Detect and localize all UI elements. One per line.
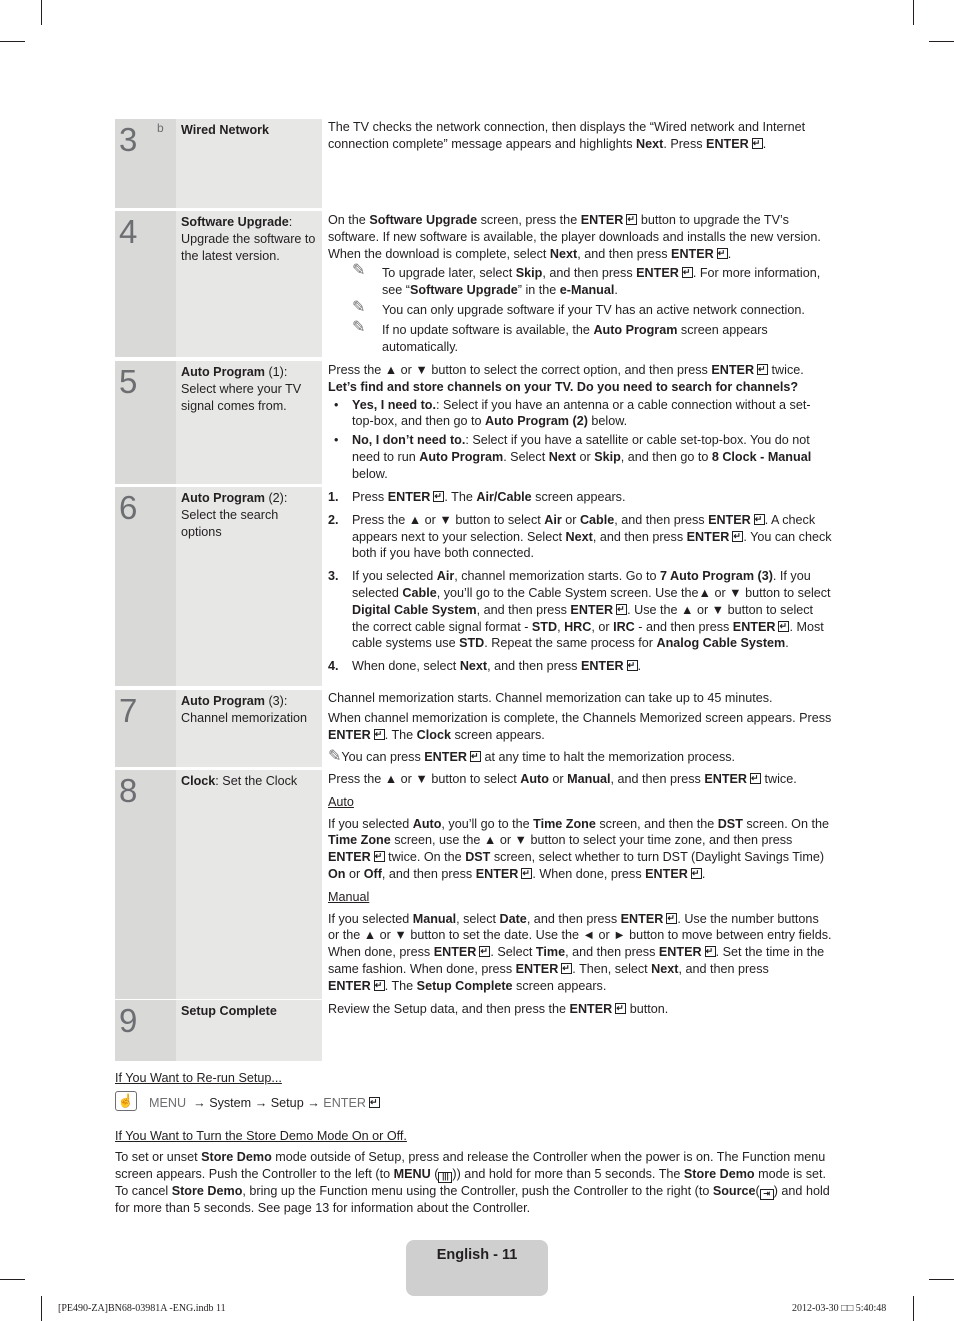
crop-mark [929, 41, 954, 42]
page-number: English - 11 [436, 1247, 518, 1263]
enter-icon [561, 963, 572, 974]
subsection-heading: Manual [328, 889, 370, 904]
enter-icon [705, 946, 716, 957]
enter-icon [627, 660, 638, 671]
step-description: Review the Setup data, and then press the ENTER↵ button. [328, 1001, 832, 1021]
step-number: 5 [115, 361, 176, 484]
menu-icon: ||| [438, 1172, 452, 1183]
enter-icon [666, 913, 677, 924]
step-description: The TV checks the network connection, then displays the “Wired network and Internet connection complete” message appears and highlights Next. Press ENTER↵ . [328, 119, 832, 156]
step-number: 7 [115, 690, 176, 767]
crop-mark [0, 41, 25, 42]
enter-icon [754, 514, 765, 525]
enter-icon [616, 604, 627, 615]
file-info: [PE490-ZA]BN68-03981A -ENG.indb 11 [58, 1303, 226, 1314]
step-number: 3 b [115, 119, 176, 208]
step-description: On the Software Upgrade screen, press the ENTER↵ button to upgrade the TV’s software. If new software is available, the player downloads and installs the new version. When the download is complete, select Next, and then press ENTER↵ . ✎ To upgrade later, select Skip, and then press ENTER↵ . For more information, see “Software Upgrade” in the e-Manual. ✎ You can only upgrade software if your TV has an active network connection. ✎ If no update software is available, the Auto Program screen appears automatically. [328, 212, 832, 357]
step-title: Wired Network [176, 119, 322, 208]
rerun-setup-heading: If You Want to Re-run Setup... [115, 1071, 282, 1085]
pencil-note-icon: ✎ [352, 298, 366, 316]
enter-icon [374, 729, 385, 740]
step-number: 8 [115, 770, 176, 999]
enter-icon [470, 751, 481, 762]
crop-mark [0, 1279, 25, 1280]
enter-icon [752, 138, 763, 149]
step-title: Auto Program (3): Channel memorization [176, 690, 322, 767]
enter-icon [626, 214, 637, 225]
enter-icon [374, 980, 385, 991]
pencil-note-icon: ✎ [352, 318, 366, 336]
enter-icon [732, 531, 743, 542]
subsection-heading: Auto [328, 794, 354, 809]
pencil-note-icon: ✎ [328, 748, 342, 766]
enter-icon [750, 773, 761, 784]
store-demo-text: To set or unset Store Demo mode outside of Setup, press and release the Controller when the power is on. The Function menu screen appears. Push the Controller to the left (to MENU ( ||| )) and hold for more than 5 seconds. The Store Demo mode is set. To cancel Store Demo, bring up the Function menu using the Controller, push the Controller to the right (to Source( ⇥ ) and hold for more than 5 seconds. See page 13 for information about the Controller. [115, 1150, 830, 1215]
crop-mark [41, 1296, 42, 1321]
step-description: Channel memorization starts. Channel memorization can take up to 45 minutes. When channel memorization is complete, the Channels Memorized screen appears. Press ENTER↵ . The Clock screen appears. ✎You can press ENTER↵ at any time to halt the memorization process. [328, 690, 832, 769]
enter-icon [479, 946, 490, 957]
step-description: 1. Press ENTER↵ . The Air/Cable screen appears. 2. Press the ▲ or ▼ button to select Air or Cable, and then press ENTER↵ . A check appears next to your selection. Select Next, and then press ENTER↵ . You can check both if you have both connected. 3. If you selected Air, channel memorization starts. Go to 7 Auto Program (3). If you selected Cable, you’ll go to the Cable System screen. Use the▲ or ▼ button to select Digital Cable System, and then press ENTER↵ . Use the ▲ or ▼ button to select the correct cable signal format - STD, HRC, or IRC - and then press ENTER↵ . Most cable systems use STD. Repeat the same process for Analog Cable System. 4. When done, select Next, and then press ENTER↵ . [328, 488, 832, 681]
step-description: Press the ▲ or ▼ button to select the correct option, and then press ENTER↵ twice. Let’s find and store channels on your TV. Do you need to search for channels? • Yes, I need to.: Select if you have an antenna or a cable connection without a set-top-box, and then go to Auto Program (2) below. • No, I don’t need to.: Select if you have a satellite or cable set-top-box. You do not need to run Auto Program. Select Next or Skip, and then go to 8 Clock - Manual below. [328, 362, 832, 485]
enter-icon [717, 248, 728, 259]
enter-icon [374, 851, 385, 862]
source-icon: ⇥ [760, 1189, 774, 1200]
step-title: Auto Program (1): Select where your TV signal comes from. [176, 361, 322, 484]
store-demo-heading: If You Want to Turn the Store Demo Mode On or Off. [115, 1129, 407, 1143]
menu-path: MENU → System → Setup → ENTER↵ [149, 1095, 380, 1112]
step-title: Auto Program (2): Select the search options [176, 487, 322, 686]
print-date: 2012-03-30 □□ 5:40:48 [792, 1303, 887, 1314]
pencil-note-icon: ✎ [352, 262, 366, 280]
crop-mark [929, 1279, 954, 1280]
step-number: 9 [115, 1000, 176, 1061]
enter-icon [521, 868, 532, 879]
enter-icon [615, 1003, 626, 1014]
step-number: 6 [115, 487, 176, 686]
crop-mark [913, 1296, 914, 1321]
enter-icon [682, 267, 693, 278]
enter-icon [757, 364, 768, 375]
enter-icon [433, 491, 444, 502]
enter-icon [778, 621, 789, 632]
enter-icon [369, 1097, 380, 1108]
step-title: Setup Complete [176, 1000, 322, 1061]
hand-remote-icon: ☝ [115, 1091, 137, 1111]
step-description: Press the ▲ or ▼ button to select Auto or Manual, and then press ENTER↵ twice. Auto If you selected Auto, you’ll go to the Time Zone screen, and then the DST screen. On the Time Zone screen, use the ▲ or ▼ button to select your time zone, and then press ENTER↵ twice. On the DST screen, select whether to turn DST (Daylight Savings Time) On or Off, and then press ENTER↵ . When done, press ENTER↵ . Manual If you selected Manual, select Date, and then press ENTER↵ . Use the number buttons or the ▲ or ▼ button to set the date. Use the ◄ or ► button to move between entry fields. When done, press ENTER↵ . Select Time, and then press ENTER↵ . Set the time in the same fashion. When done, press ENTER↵ . Then, select Next, and then press ENTER↵ . The Setup Complete screen appears. [328, 771, 832, 998]
enter-icon [691, 868, 702, 879]
step-title: Clock: Set the Clock [176, 770, 322, 999]
step-number: 4 [115, 211, 176, 357]
step-title: Software Upgrade: Upgrade the software to the latest version. [176, 211, 322, 357]
crop-mark [41, 0, 42, 25]
crop-mark [913, 0, 914, 25]
